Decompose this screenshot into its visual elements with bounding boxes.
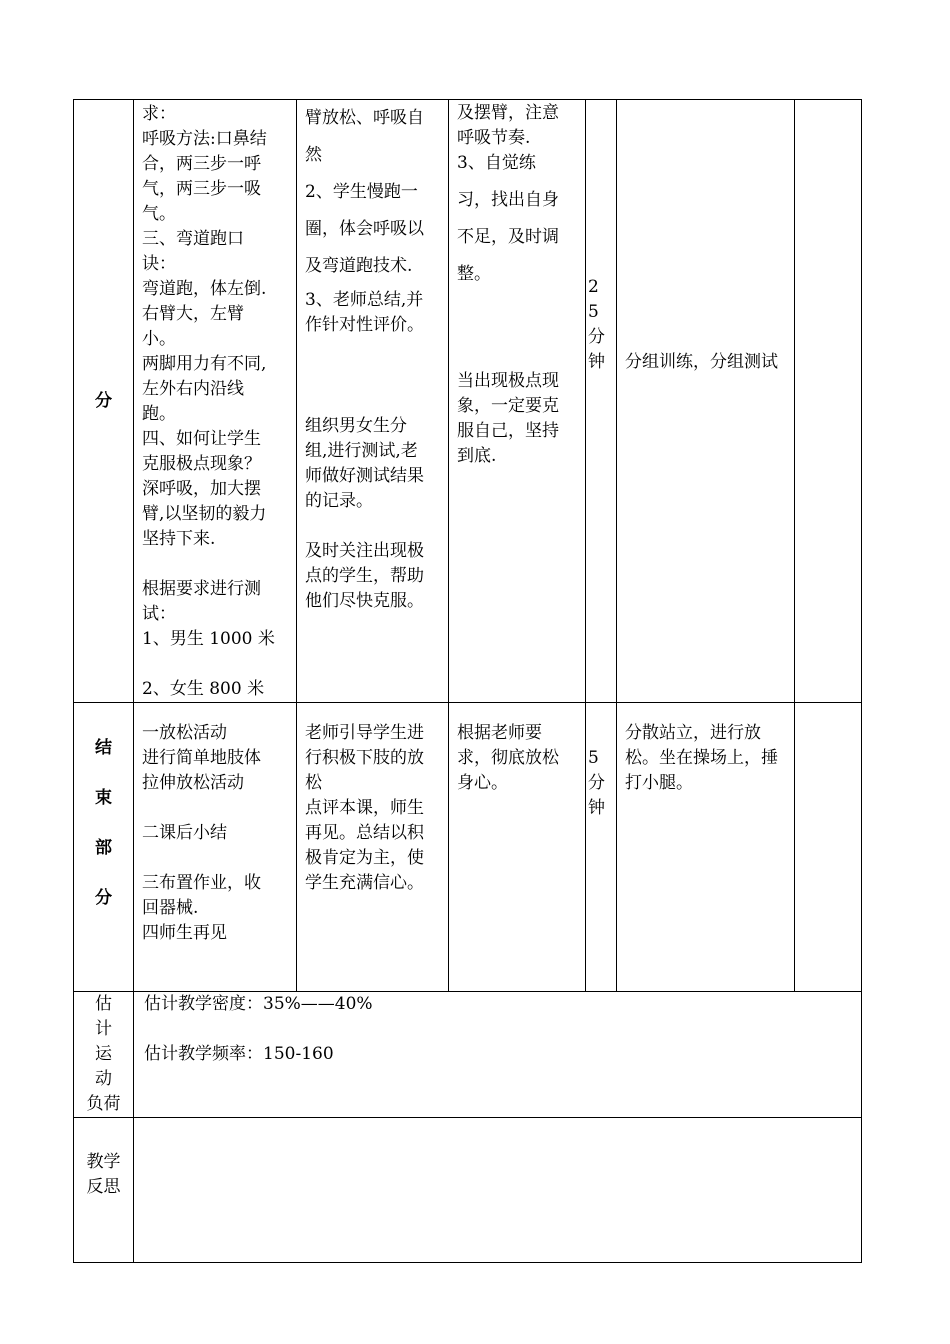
basic-part-teacher-line-2: 然 (305, 145, 322, 165)
ending-part-content-lines (142, 721, 288, 946)
load-label-line-3: 负荷 (86, 1094, 121, 1114)
ending-part-row (74, 703, 862, 992)
basic-part-content-line-24: 2、女生 800 米 (142, 679, 265, 699)
ending-label-char-1: 结 (95, 738, 112, 758)
basic-part-notes (795, 100, 862, 703)
basic-part-student-line-3: 3、自觉练 (457, 153, 536, 173)
basic-part-time-line-3: 分 (588, 327, 605, 347)
basic-part-content-line-17: 臂,以坚韧的毅力 (142, 504, 267, 524)
ending-part-time-lines (588, 703, 614, 821)
ending-part-time-line-2: 分 (588, 773, 605, 793)
load-label-line-2: 运动 (95, 1044, 126, 1089)
ending-label-char-4: 分 (95, 888, 112, 908)
basic-part-time-line-1: 2 (588, 277, 599, 297)
ending-part-teacher-line-5: 再见。总结以积 (305, 823, 424, 843)
ending-part-label (74, 703, 134, 992)
reflection-row (74, 1118, 862, 1263)
basic-part-student-line-1: 及摆臂，注意 (457, 103, 559, 123)
basic-part-teacher-line-6: 3、老师总结,并 (305, 290, 424, 310)
basic-part-student-line-4: 习，找出自身 (457, 190, 559, 210)
basic-part-organization-text: 分组训练，分组测试 (625, 352, 778, 372)
load-frequency: 估计教学频率：150-160 (144, 1044, 334, 1064)
basic-part-content-line-7: 诀： (142, 254, 176, 274)
basic-part-content-line-18: 坚持下来. (142, 529, 216, 549)
ending-part-teacher-lines (305, 721, 440, 896)
ending-label-char-2: 束 (95, 788, 112, 808)
basic-part-content-line-11: 两脚用力有不同, (142, 354, 267, 374)
basic-part-time-lines (588, 100, 614, 375)
basic-part-content-line-21: 试： (142, 604, 176, 624)
ending-part-student-lines (457, 721, 577, 796)
basic-part-teacher-line-1: 臂放松、呼吸自 (305, 108, 424, 128)
ending-part-teacher-line-2: 行积极下肢的放 (305, 748, 424, 768)
basic-part-teacher-line-4: 圈，体会呼吸以 (305, 219, 424, 239)
basic-part-time-line-4: 钟 (588, 352, 605, 372)
ending-part-content-line-1: 一放松活动 (142, 723, 227, 743)
reflection-content (134, 1118, 862, 1263)
basic-part-content-line-14: 四、如何让学生 (142, 429, 261, 449)
ending-part-content-line-4 (142, 796, 288, 821)
basic-part-content-lines (142, 102, 288, 702)
ending-part-content-line-8: 回器械. (142, 898, 199, 918)
load-label (74, 992, 134, 1118)
ending-part-content-line-5: 二课后小结 (142, 823, 227, 843)
ending-part-student-line-1: 根据老师要 (457, 723, 542, 743)
ending-part-student-line-3: 身心。 (457, 773, 508, 793)
ending-part-student-line-2: 求，彻底放松 (457, 748, 559, 768)
ending-part-content-line-7: 三布置作业，收 (142, 873, 261, 893)
basic-part-content-line-10: 小。 (142, 329, 176, 349)
basic-part-student2-line-2: 象，一定要克 (457, 396, 559, 416)
basic-part-student2-line-3: 服自己，坚持 (457, 421, 559, 441)
reflection-label (74, 1118, 134, 1263)
basic-part-label: 分 (74, 100, 134, 703)
basic-part-content-line-22: 1、男生 1000 米 (142, 629, 275, 649)
basic-part-content (134, 100, 297, 703)
basic-part-student-line-6: 整。 (457, 264, 491, 284)
ending-label-char-3: 部 (95, 838, 112, 858)
basic-part-content-line-6: 三、弯道跑口 (142, 229, 244, 249)
ending-part-content-line-6 (142, 846, 288, 871)
basic-part-teacher-block-2 (305, 414, 440, 614)
ending-part-teacher-line-6: 极肯定为主，使 (305, 848, 424, 868)
basic-part-teacher-line-5: 及弯道跑技术. (305, 256, 413, 276)
ending-part-time (586, 703, 617, 992)
basic-part-row (74, 100, 862, 703)
basic-part-content-line-13: 跑。 (142, 404, 176, 424)
ending-part-notes (795, 703, 862, 992)
load-label-line-1: 估计 (95, 994, 126, 1039)
basic-part-student (449, 100, 586, 703)
basic-part-time-line-2: 5 (588, 302, 599, 322)
basic-part-teacher-line-7: 作针对性评价。 (305, 315, 424, 335)
basic-part-student-line-5: 不足，及时调 (457, 227, 559, 247)
ending-part-content (134, 703, 297, 992)
basic-part-teacher2-line-3: 师做好测试结果 (305, 466, 424, 486)
reflection-label-line-2: 反思 (86, 1177, 121, 1197)
basic-part-time (586, 100, 617, 703)
basic-part-teacher2-line-8: 他们尽快克服。 (305, 591, 424, 611)
basic-part-content-line-15: 克服极点现象？ (142, 454, 261, 474)
reflection-label-line-1: 教学 (86, 1152, 121, 1172)
ending-part-teacher-line-1: 老师引导学生进 (305, 723, 424, 743)
basic-part-teacher2-line-1: 组织男女生分 (305, 416, 407, 436)
ending-part-organization (617, 703, 795, 992)
ending-part-teacher-line-4: 点评本课，师生 (305, 798, 424, 818)
lesson-plan-table (73, 99, 862, 1263)
basic-part-student-line-2: 呼吸节奏. (457, 128, 531, 148)
basic-part-content-line-23 (142, 652, 288, 677)
basic-part-teacher (297, 100, 449, 703)
basic-part-teacher2-line-4: 的记录。 (305, 491, 373, 511)
basic-part-teacher2-line-7: 点的学生，帮助 (305, 566, 424, 586)
load-content (134, 992, 862, 1118)
basic-part-student2-line-4: 到底. (457, 446, 497, 466)
ending-part-content-line-9: 四师生再见 (142, 923, 227, 943)
basic-part-teacher2-line-2: 组,进行测试,老 (305, 441, 418, 461)
load-density: 估计教学密度：35%——40% (144, 994, 373, 1014)
basic-part-content-line-9: 右臂大，左臂 (142, 304, 244, 324)
ending-part-teacher-line-3: 松 (305, 773, 322, 793)
basic-part-teacher2-line-6: 及时关注出现极 (305, 541, 424, 561)
ending-part-time-line-1: 5 (588, 748, 599, 768)
basic-part-content-line-3: 合，两三步一呼 (142, 154, 261, 174)
ending-part-content-line-3: 拉伸放松活动 (142, 773, 244, 793)
ending-part-teacher-line-7: 学生充满信心。 (305, 873, 424, 893)
ending-part-teacher (297, 703, 449, 992)
basic-part-teacher2-line-5 (305, 514, 440, 539)
basic-part-content-line-2: 呼吸方法:口鼻结 (142, 129, 267, 149)
basic-part-content-line-8: 弯道跑，体左倒. (142, 279, 267, 299)
basic-part-student2-line-1: 当出现极点现 (457, 371, 559, 391)
basic-part-content-line-1: 求： (142, 104, 176, 124)
ending-part-time-line-3: 钟 (588, 798, 605, 818)
ending-part-content-line-2: 进行简单地肢体 (142, 748, 261, 768)
basic-part-student-block-2 (457, 369, 577, 469)
load-row (74, 992, 862, 1118)
basic-part-content-line-16: 深呼吸，加大摆 (142, 479, 261, 499)
ending-part-organization-text: 分散站立，进行放松。坐在操场上，捶打小腿。 (625, 723, 778, 793)
basic-part-content-line-4: 气，两三步一吸 (142, 179, 261, 199)
basic-part-teacher-line-3: 2、学生慢跑一 (305, 182, 418, 202)
basic-part-content-line-5: 气。 (142, 204, 176, 224)
basic-part-organization (617, 100, 795, 703)
basic-part-content-line-12: 左外右内沿线 (142, 379, 244, 399)
basic-part-content-line-19 (142, 552, 288, 577)
basic-part-content-line-20: 根据要求进行测 (142, 579, 261, 599)
ending-part-student (449, 703, 586, 992)
